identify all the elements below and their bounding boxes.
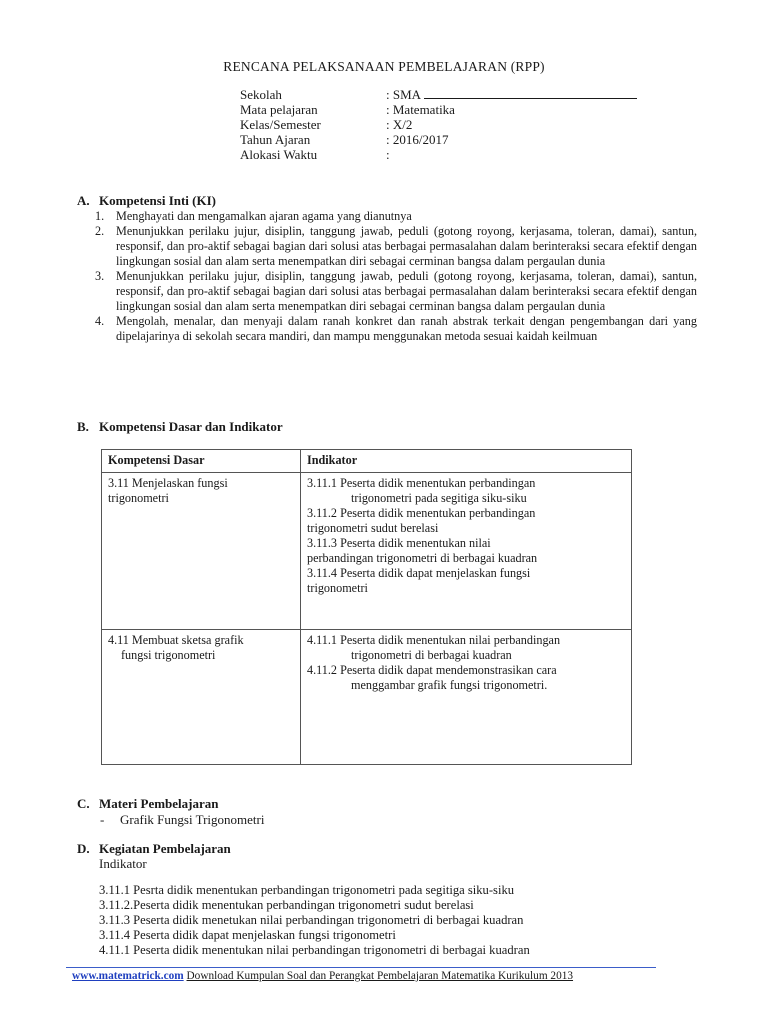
competency-table <box>101 449 632 765</box>
table-cell-indicator: 4.11.1 Peserta didik menentukan nilai perbandingan trigonometri di berbagai kuadran 4.11.2 Peserta didik dapat mendemonstrasikan cara menggambar grafik fungsi trigonometri. <box>301 630 632 765</box>
list-item: 4. Mengolah, menalar, dan menyaji dalam ranah konkret dan ranah abstrak terkait dengan pengembangan dari yang dipelajarinya di sekolah secara mandiri, dan mampu menggunakan metoda sesuai kaidah keilmuan <box>95 314 697 343</box>
info-row-time <box>240 147 637 162</box>
table-header-row <box>102 450 632 473</box>
core-competency-list <box>95 209 697 344</box>
info-label: Alokasi Waktu <box>240 147 318 162</box>
info-label: Sekolah <box>240 87 282 102</box>
info-label: Tahun Ajaran <box>240 132 311 147</box>
page-title: RENCANA PELAKSANAAN PEMBELAJARAN (RPP) <box>223 59 545 74</box>
header-indicator: Indikator <box>301 450 632 473</box>
info-value: : Matematika <box>386 102 455 117</box>
footer-link[interactable]: www.matematrick.com <box>72 970 184 982</box>
info-value: : <box>386 147 390 162</box>
list-item: 3. Menunjukkan perilaku jujur, disiplin, tanggung jawab, peduli (gotong royong, kerjasama, toleran, damai), santun, responsif, dan pro-aktif sebagai bagian dari solusi atas berbagai permasalahan dalam berinteraksi secara efektif dengan lingkungan sosial dan alam serta menempatkan diri sebagai cerminan bangsa dalam pergaulan dunia <box>95 269 697 313</box>
info-value: : 2016/2017 <box>386 132 449 147</box>
section-a-heading: A. Kompetensi Inti (KI) <box>77 193 216 208</box>
section-c-heading: C. Materi Pembelajaran <box>77 796 219 811</box>
section-d-heading: D. Kegiatan Pembelajaran <box>77 841 231 856</box>
info-row-year <box>240 132 637 147</box>
list-item: 2. Menunjukkan perilaku jujur, disiplin, tanggung jawab, peduli (gotong royong, kerjasama, toleran, damai), santun, responsif, dan pro-aktif sebagai bagian dari solusi atas berbagai permasalahan dalam berinteraksi secara efektif dengan lingkungan sosial dan alam serta menempatkan diri sebagai cerminan bangsa dalam pergaulan dunia <box>95 224 697 268</box>
footer-description: Download Kumpulan Soal dan Perangkat Pembelajaran Matematika Kurikulum 2013 <box>186 970 574 982</box>
info-row-school <box>240 87 637 102</box>
list-item: 3.11.3 Peserta didik menetukan nilai perbandingan trigonometri di berbagai kuadran <box>99 913 524 927</box>
blank-line <box>424 87 637 99</box>
activity-subtitle: Indikator <box>99 856 147 871</box>
list-item: 3.11.1 Pesrta didik menentukan perbandingan trigonometri pada segitiga siku-siku <box>99 883 515 897</box>
footer-divider <box>66 967 656 968</box>
header-competency: Kompetensi Dasar <box>102 450 301 473</box>
list-item: 4.11.1 Peserta didik menentukan nilai perbandingan trigonometri di berbagai kuadran <box>99 943 530 957</box>
table-cell-kd: 4.11 Membuat sketsa grafik fungsi trigonometri <box>102 630 301 765</box>
identity-block <box>240 87 637 162</box>
info-value: : X/2 <box>386 117 413 132</box>
info-label: Mata pelajaran <box>240 102 318 117</box>
table-row <box>102 473 632 630</box>
list-item: 3.11.4 Peserta didik dapat menjelaskan fungsi trigonometri <box>99 928 396 942</box>
table-cell-indicator: 3.11.1 Peserta didik menentukan perbandingan trigonometri pada segitiga siku-siku 3.11.2 Peserta didik menentukan perbandingan trigonometri sudut berelasi 3.11.3 Peserta didik menentukan nilai perbandingan trigonometri di berbagai kuadran 3.11.4 Peserta didik dapat menjelaskan fungsi trigonometri <box>301 473 632 630</box>
footer <box>72 970 573 982</box>
list-item: 1. Menghayati dan mengamalkan ajaran agama yang dianutnya <box>95 209 412 223</box>
table-row <box>102 630 632 765</box>
section-b-heading: B. Kompetensi Dasar dan Indikator <box>77 419 283 434</box>
material-item: - Grafik Fungsi Trigonometri <box>100 812 265 827</box>
info-row-subject <box>240 102 637 117</box>
table-cell-kd: 3.11 Menjelaskan fungsi trigonometri <box>102 473 301 630</box>
info-row-class <box>240 117 637 132</box>
list-item: 3.11.2.Peserta didik menentukan perbandingan trigonometri sudut berelasi <box>99 898 474 912</box>
info-value: : SMA <box>386 87 637 102</box>
activity-indicator-list <box>99 883 530 958</box>
info-label: Kelas/Semester <box>240 117 321 132</box>
